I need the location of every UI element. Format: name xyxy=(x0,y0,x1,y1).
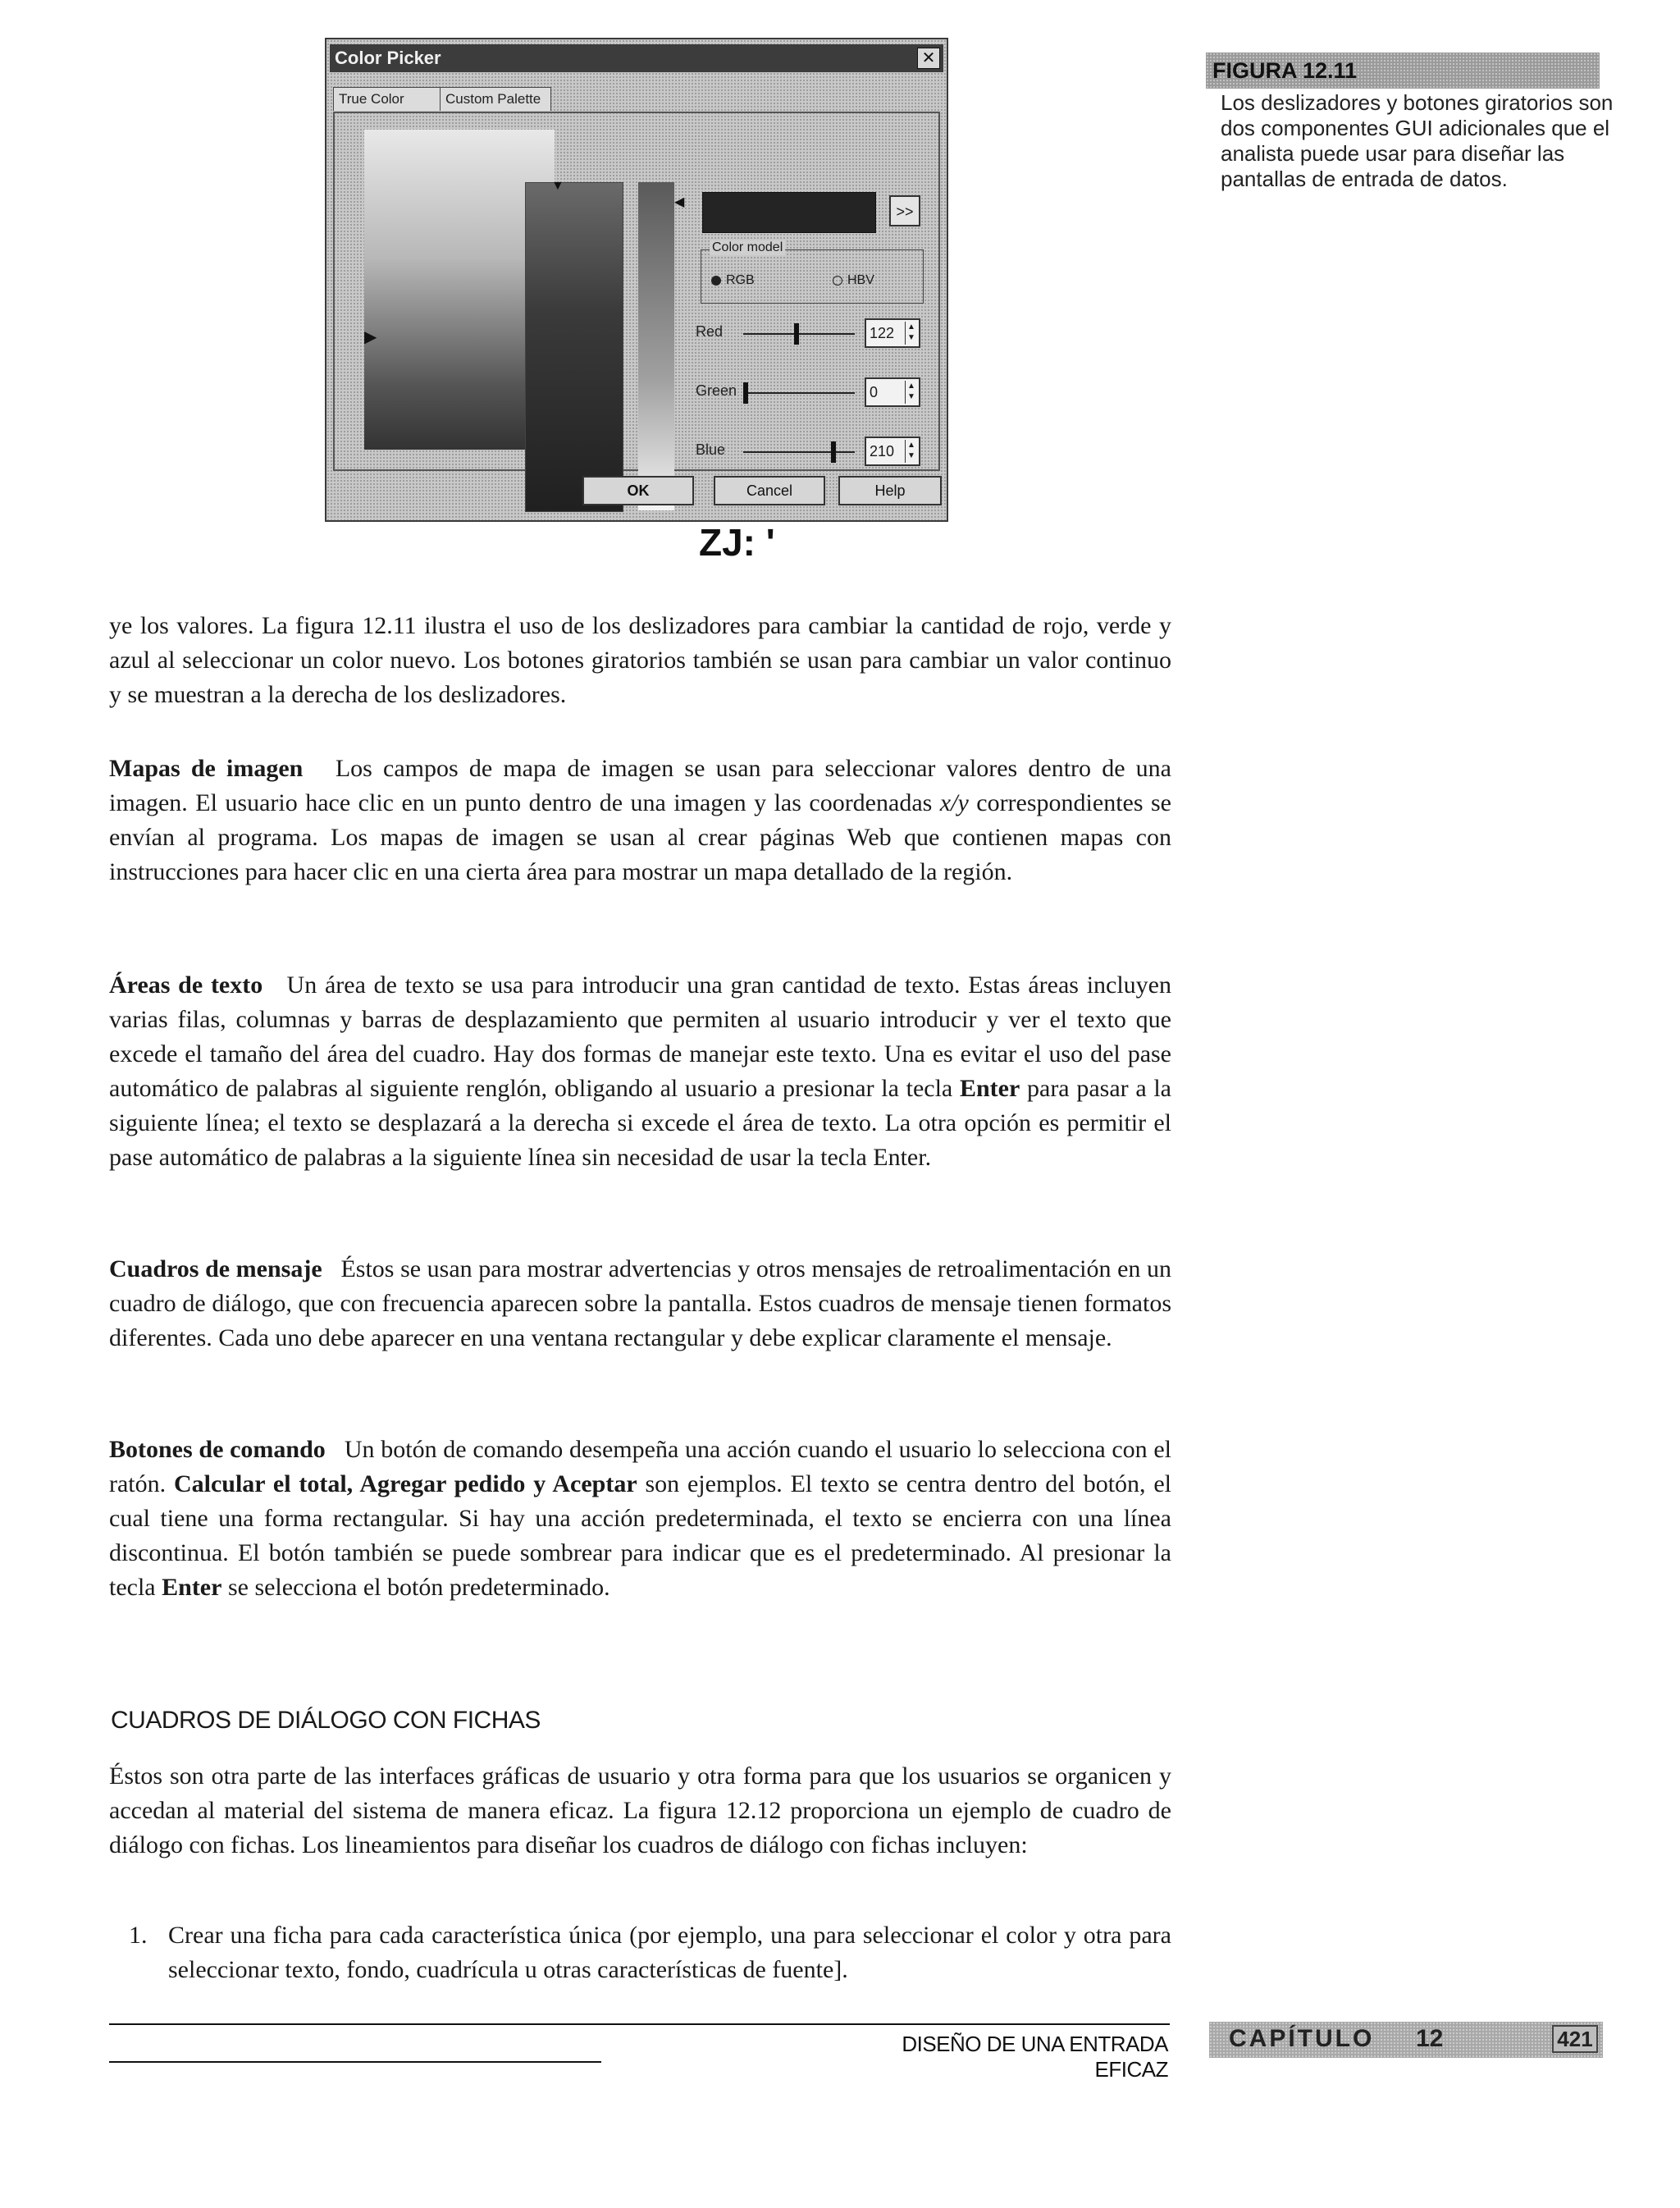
paragraph-areas-de-texto xyxy=(109,968,1171,1175)
bold-term: Enter xyxy=(959,1075,1020,1102)
section-heading: CUADROS DE DIÁLOGO CON FICHAS xyxy=(111,1707,541,1734)
slider-label-blue: Blue xyxy=(696,441,726,458)
slider-row-red xyxy=(696,315,934,351)
spinner-red-value: 122 xyxy=(870,325,895,341)
paragraph-cuadros-de-mensaje xyxy=(109,1252,1171,1355)
chapter-band xyxy=(1209,2022,1603,2058)
bold-term: y xyxy=(525,1470,553,1497)
slider-thumb-blue[interactable] xyxy=(831,441,836,463)
slider-thumb-red[interactable] xyxy=(794,323,799,345)
list-item xyxy=(129,1918,1171,1987)
paragraph-text: Un botón de comando desempeña una acción cuando el usuario lo selecciona con el ratón. xyxy=(109,1436,1172,1497)
hue-marker-icon: ◀ xyxy=(674,195,685,209)
guidelines-list xyxy=(129,1918,1171,1987)
footer-rule xyxy=(109,2061,601,2063)
list-item-text: Crear una ficha para cada característica única (por ejemplo, una para seleccionar el color y otra para seleccionar texto, fondo, cuadrícula u otras características de fuente]. xyxy=(168,1922,1171,1983)
paragraph-mapas-de-imagen xyxy=(109,752,1171,889)
slider-label-red: Red xyxy=(696,323,724,340)
spinner-red[interactable] xyxy=(865,318,920,348)
radio-hbv[interactable] xyxy=(833,273,874,288)
paragraph-text: Éstos son otra parte de las interfaces gráficas de usuario y otra forma para que los usuarios se organicen y accedan al material del sistema de manera eficaz. La figura 12.12 proporciona un ejemplo de cuadro de diálogo con fichas. Los lineamientos para diseñar los cuadros de diálogo con fichas incluyen: xyxy=(109,1762,1171,1858)
spectrum-marker-icon: ▶ xyxy=(364,328,377,346)
paragraph-lead: Cuadros de mensaje xyxy=(109,1255,322,1282)
color-model-group xyxy=(701,240,924,304)
close-icon[interactable]: ✕ xyxy=(917,48,940,69)
radio-unselected-icon xyxy=(833,276,842,286)
bold-term: Enter xyxy=(162,1574,222,1601)
ok-button[interactable]: OK xyxy=(582,476,694,505)
slider-label-green: Green xyxy=(696,382,737,399)
spinner-green-value: 0 xyxy=(870,384,879,400)
paragraph-botones-de-comando xyxy=(109,1433,1171,1605)
radio-rgb[interactable] xyxy=(711,273,755,288)
tab-true-color[interactable]: True Color xyxy=(333,87,446,111)
strip-marker-icon: ▼ xyxy=(551,179,564,193)
italic-term: x/y xyxy=(939,789,969,816)
slider-track-blue[interactable] xyxy=(743,451,855,453)
radio-selected-icon xyxy=(711,276,721,286)
spinner-blue[interactable] xyxy=(865,437,920,466)
paragraph-text: se selecciona el botón predeterminado. xyxy=(221,1574,610,1601)
cancel-button[interactable]: Cancel xyxy=(714,476,825,505)
slider-thumb-green[interactable] xyxy=(743,382,748,404)
paragraph-lead: Mapas de imagen xyxy=(109,755,304,782)
list-item-number: 1. xyxy=(129,1922,148,1949)
paragraph-fichas xyxy=(109,1759,1171,1863)
tab-custom-palette[interactable]: Custom Palette xyxy=(440,87,551,111)
color-picker-dialog xyxy=(325,38,948,564)
paragraph-text: ye los valores. La figura 12.11 ilustra el uso de los deslizadores para cambiar la cantidad de rojo, verde y azul al seleccionar un color nuevo. Los botones giratorios también se usan para cambiar un valor continuo y se muestran a la derecha de los deslizadores. xyxy=(109,612,1171,708)
paragraph-text: para pasar a la siguiente línea; el texto se desplazará a la derecha si excede el área de texto. La otra opción es permitir el pase automático de palabras a la siguiente línea sin necesidad de usar la tecla Enter. xyxy=(109,1075,1171,1171)
color-preview xyxy=(702,192,876,233)
hue-strip[interactable] xyxy=(638,182,674,510)
paragraph-text: Éstos se usan para mostrar advertencias y otros mensajes de retroalimentación en un cuadro de diálogo, que con frecuencia aparecen sobre la pantalla. Estos cuadros de mensaje tienen formatos diferentes. Cada uno debe aparecer en una ventana rectangular y debe explicar claramente el mensaje. xyxy=(109,1255,1172,1351)
chapter-number: 12 xyxy=(1416,2025,1444,2052)
slider-row-green xyxy=(696,374,934,410)
spinner-arrows-icon[interactable]: ▲ ▼ xyxy=(905,440,917,463)
paragraph-text: son ejemplos. El texto se centra dentro del botón, el cual tiene una forma rectangular. Si hay una acción predeterminada, el texto se encierra con una línea discontinua. El botón también se puede sombrear para indicar que es el predeterminado. Al presionar la tecla xyxy=(109,1470,1172,1601)
spinner-blue-value: 210 xyxy=(870,443,895,459)
help-button[interactable]: Help xyxy=(838,476,942,505)
page-number: 421 xyxy=(1552,2025,1598,2053)
paragraph-continuation xyxy=(109,609,1171,712)
color-name-label: ZJ: ' xyxy=(699,521,775,564)
expand-button[interactable]: >> xyxy=(889,195,920,226)
footer-rule xyxy=(109,2023,1170,2025)
paragraph-lead: Botones de comando xyxy=(109,1436,326,1463)
dialog-titlebar xyxy=(330,44,943,72)
paragraph-text: correspondientes se envían al programa. Los mapas de imagen se usan al crear páginas Web que contienen mapas con instrucciones para hacer clic en una cierta área para mostrar un mapa detallado de la región. xyxy=(109,789,1171,885)
radio-rgb-label: RGB xyxy=(726,273,755,287)
bold-term: Calcular el total, Agregar pedido xyxy=(173,1470,526,1497)
slider-row-blue xyxy=(696,433,934,469)
paragraph-lead: Áreas de texto xyxy=(109,971,263,999)
spinner-green[interactable] xyxy=(865,377,920,407)
radio-hbv-label: HBV xyxy=(847,273,874,287)
running-footer-title: DISEÑO DE UNA ENTRADA EFICAZ xyxy=(902,2032,1168,2082)
luminance-strip[interactable] xyxy=(525,182,623,512)
paragraph-text: Un área de texto se usa para introducir una gran cantidad de texto. Estas áreas incluyen varias filas, columnas y barras de desplazamiento que permiten al usuario introducir y ver el texto que excede el tamaño del área del cuadro. Hay dos formas de manejar este texto. Una es evitar el uso del pase automático de palabras al siguiente renglón, obligando al usuario a presionar la tecla xyxy=(109,971,1171,1102)
spinner-arrows-icon[interactable]: ▲ ▼ xyxy=(905,381,917,404)
figure-label: FIGURA 12.11 xyxy=(1206,53,1600,89)
paragraph-text: Los campos de mapa de imagen se usan para seleccionar valores dentro de una imagen. El usuario hace clic en un punto dentro de una imagen y las coordenadas xyxy=(109,755,1172,816)
slider-track-green[interactable] xyxy=(743,392,855,394)
dialog-title: Color Picker xyxy=(335,48,441,68)
color-model-label: Color model xyxy=(710,240,785,255)
figure-caption: Los deslizadores y botones giratorios son dos componentes GUI adicionales que el analista puede usar para diseñar las pantallas de entrada de datos. xyxy=(1221,90,1614,191)
bold-term: Aceptar xyxy=(552,1470,637,1497)
chapter-label: CAPÍTULO xyxy=(1229,2025,1375,2052)
spinner-arrows-icon[interactable]: ▲ ▼ xyxy=(905,322,917,345)
